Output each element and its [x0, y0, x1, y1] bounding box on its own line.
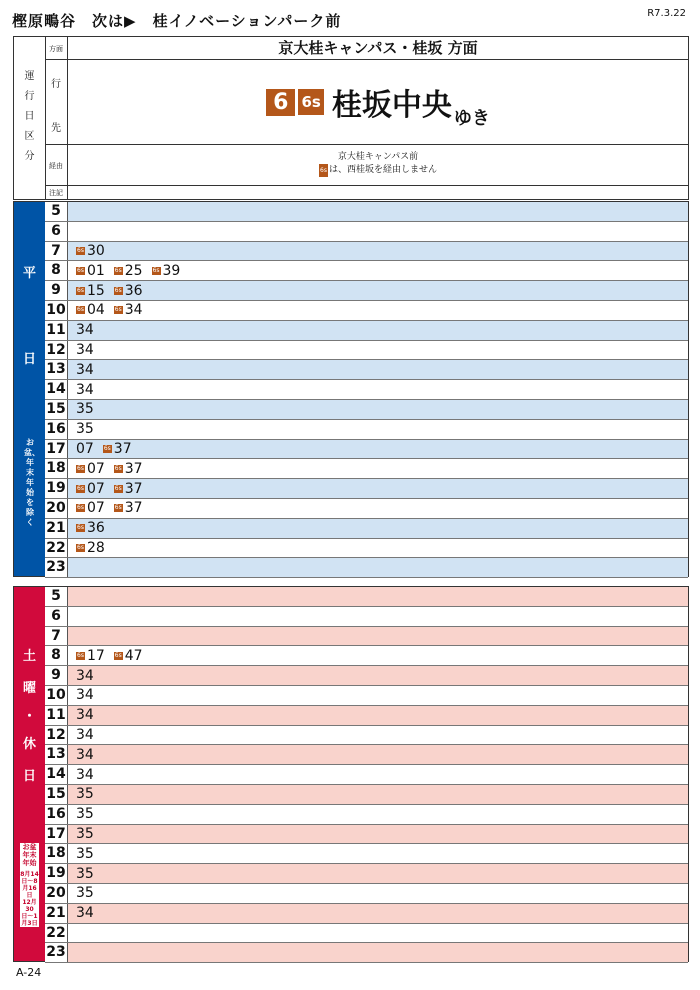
hour-cell: 6: [45, 222, 68, 241]
hour-cell: 10: [45, 686, 68, 705]
destination-name: 桂坂中央: [331, 88, 452, 123]
minutes-cell: [68, 360, 688, 379]
minutes-cell: [68, 825, 688, 844]
side-label-char: 運: [24, 71, 35, 82]
holiday-label-char: 休: [22, 737, 36, 752]
side-label-char: 日: [24, 111, 35, 122]
departure-minute: [76, 806, 94, 822]
minutes-cell: [68, 519, 688, 538]
table-row: [45, 607, 688, 627]
holiday-note-line: 8月14日〜8月16日: [20, 871, 39, 899]
departure-minute: [76, 342, 94, 358]
departure-minute: [76, 441, 94, 457]
holiday-rows: [45, 587, 688, 963]
via-text: は、西桂坂を経由しません: [328, 165, 437, 175]
minute-value: 34: [76, 766, 94, 783]
minute-value: 25: [124, 262, 143, 279]
minute-value: 17: [86, 647, 105, 664]
departure-minute: [76, 707, 94, 723]
route-6s-tag: 6s: [319, 164, 328, 177]
direction-text: 京大桂キャンパス・桂坂 方面: [278, 39, 478, 57]
minute-value: 34: [76, 361, 94, 378]
departure-minute: [76, 786, 94, 802]
table-row: [45, 924, 688, 944]
holiday-timetable: [13, 586, 689, 962]
route-6s-tag: 6s: [152, 266, 160, 274]
table-row: [45, 884, 688, 904]
route-6s-tag: 6s: [77, 246, 84, 254]
route-6s-tag: 6s: [77, 286, 84, 294]
table-row: [45, 400, 688, 420]
table-row: [45, 943, 688, 963]
departure-minute: [114, 648, 143, 664]
table-row: [45, 646, 688, 666]
table-row: [45, 864, 688, 884]
departure-minute: [76, 866, 94, 882]
table-row: [45, 726, 688, 746]
departure-minute: [76, 362, 94, 378]
hour-cell: 23: [45, 943, 68, 962]
departure-minute: [76, 885, 94, 901]
route-6s-tag: 6s: [114, 484, 122, 492]
hour-cell: 17: [45, 440, 68, 459]
departure-minute: [76, 520, 105, 536]
route-6s-tag: 6s: [103, 444, 111, 452]
hour-cell: 12: [45, 341, 68, 360]
table-row: [45, 242, 688, 262]
holiday-label: [14, 587, 45, 961]
minute-value: 35: [76, 401, 94, 418]
table-row: [45, 420, 688, 440]
minutes-cell: [68, 202, 688, 221]
minute-value: 34: [76, 726, 94, 743]
holiday-label-char: 土: [22, 649, 36, 664]
departure-minute: [114, 500, 143, 516]
route-6s-tag: 6s: [77, 651, 84, 659]
service-category-label: [14, 37, 46, 199]
minute-value: 34: [76, 667, 94, 684]
minute-value: 07: [86, 500, 105, 517]
minutes-cell: [68, 321, 688, 340]
minutes-cell: [68, 943, 688, 962]
minutes-cell: [68, 864, 688, 883]
table-row: [45, 459, 688, 479]
minutes-cell: [68, 745, 688, 764]
page-number: A-24: [16, 966, 42, 979]
minutes-cell: [68, 706, 688, 725]
table-row: [45, 844, 688, 864]
table-row: [45, 440, 688, 460]
minute-value: 36: [124, 282, 143, 299]
table-row: [45, 587, 688, 607]
minute-value: 37: [124, 500, 143, 517]
hour-cell: 21: [45, 519, 68, 538]
minute-value: 04: [86, 302, 105, 319]
hour-cell: 18: [45, 459, 68, 478]
hour-cell: 22: [45, 539, 68, 558]
table-row: [45, 765, 688, 785]
minutes-cell: [68, 242, 688, 261]
departure-minute: [76, 283, 105, 299]
table-row: [45, 745, 688, 765]
minute-value: 34: [124, 302, 143, 319]
table-row: [45, 341, 688, 361]
minute-value: 35: [76, 845, 94, 862]
minute-value: 34: [76, 687, 94, 704]
departure-minute: [114, 263, 143, 279]
departure-minute: [76, 826, 94, 842]
table-row: [45, 360, 688, 380]
minute-value: 36: [86, 520, 105, 537]
hour-cell: 14: [45, 765, 68, 784]
minute-value: 35: [76, 865, 94, 882]
departure-minute: [76, 401, 94, 417]
hour-cell: 13: [45, 745, 68, 764]
table-row: [45, 321, 688, 341]
via-field-label: 経由: [49, 162, 63, 170]
minutes-cell: [68, 539, 688, 558]
table-row: [45, 706, 688, 726]
hour-cell: 6: [45, 607, 68, 626]
minutes-cell: [68, 499, 688, 518]
table-row: [45, 202, 688, 222]
route-6s-tag: 6s: [114, 286, 122, 294]
minutes-cell: [68, 607, 688, 626]
hour-cell: 12: [45, 726, 68, 745]
minutes-cell: [68, 765, 688, 784]
minutes-cell: [68, 884, 688, 903]
table-row: [45, 627, 688, 647]
hour-cell: 15: [45, 785, 68, 804]
minutes-cell: [68, 924, 688, 943]
minutes-cell: [68, 785, 688, 804]
direction-field-label: 方面: [49, 45, 63, 53]
hour-cell: 8: [45, 646, 68, 665]
minute-value: 15: [86, 282, 105, 299]
minutes-cell: [68, 646, 688, 665]
destination-field-label: 行: [51, 79, 61, 90]
hour-cell: 7: [45, 627, 68, 646]
weekday-timetable: [13, 201, 689, 577]
holiday-label-char: ・: [22, 709, 36, 724]
hour-cell: 16: [45, 805, 68, 824]
minute-value: 34: [76, 381, 94, 398]
weekday-rows: [45, 202, 688, 578]
minute-value: 37: [124, 480, 143, 497]
hour-cell: 10: [45, 301, 68, 320]
departure-minute: [76, 727, 94, 743]
minute-value: 35: [76, 786, 94, 803]
table-row: [45, 301, 688, 321]
divider: [45, 185, 688, 186]
departure-minute: [76, 322, 94, 338]
hour-cell: 15: [45, 400, 68, 419]
table-row: [45, 666, 688, 686]
side-label-char: 行: [24, 91, 35, 102]
via-line: [68, 164, 688, 177]
destination-field-label: 先: [51, 123, 61, 134]
current-stop: 樫原鴫谷: [12, 12, 77, 30]
field-labels: [45, 37, 68, 199]
table-row: [45, 222, 688, 242]
minute-value: 07: [86, 480, 105, 497]
minute-value: 37: [113, 440, 132, 457]
table-row: [45, 479, 688, 499]
holiday-note-line: 12月30日〜1月3日: [21, 899, 38, 927]
table-row: [45, 499, 688, 519]
minute-value: 39: [162, 262, 181, 279]
minute-value: 34: [76, 322, 94, 339]
hour-cell: 9: [45, 281, 68, 300]
minutes-cell: [68, 301, 688, 320]
minutes-cell: [68, 380, 688, 399]
departure-minute: [114, 302, 143, 318]
departure-minute: [76, 648, 105, 664]
table-row: [45, 785, 688, 805]
route-6s-tag: 6s: [114, 651, 122, 659]
departure-minute: [76, 846, 94, 862]
hour-cell: 14: [45, 380, 68, 399]
departure-minute: [114, 461, 143, 477]
table-row: [45, 904, 688, 924]
departure-minute: [76, 302, 105, 318]
departure-minute: [76, 687, 94, 703]
hour-cell: 11: [45, 706, 68, 725]
minute-value: 07: [76, 440, 94, 457]
route-6s-tag: 6s: [77, 306, 84, 314]
route-badge: 6: [266, 89, 295, 116]
minute-value: 30: [86, 242, 105, 259]
hour-cell: 11: [45, 321, 68, 340]
minutes-cell: [68, 805, 688, 824]
route-6s-tag: 6s: [77, 504, 84, 512]
minute-value: 35: [76, 885, 94, 902]
minute-value: 35: [76, 806, 94, 823]
holiday-label-char: 日: [22, 769, 36, 784]
destination-suffix: ゆき: [453, 108, 490, 129]
table-row: [45, 539, 688, 559]
route-badge-6s: 6s: [298, 89, 323, 115]
minute-value: 28: [86, 539, 105, 556]
hour-cell: 23: [45, 558, 68, 577]
departure-minute: [152, 263, 181, 279]
departure-minute: [76, 481, 105, 497]
via-note: [68, 145, 688, 185]
next-stop-label: 次は▶: [92, 12, 137, 30]
weekday-label-char: 平: [22, 266, 36, 281]
minutes-cell: [68, 341, 688, 360]
minutes-cell: [68, 479, 688, 498]
route-6s-tag: 6s: [77, 524, 84, 532]
route-6s-tag: 6s: [114, 504, 122, 512]
minutes-cell: [68, 440, 688, 459]
departure-minute: [76, 747, 94, 763]
minute-value: 34: [76, 905, 94, 922]
minutes-cell: [68, 459, 688, 478]
table-row: [45, 825, 688, 845]
minutes-cell: [68, 726, 688, 745]
departure-minute: [76, 767, 94, 783]
revision-date: R7.3.22: [647, 8, 686, 19]
minute-value: 37: [124, 460, 143, 477]
table-row: [45, 558, 688, 578]
route-info-panel: [13, 36, 689, 200]
hour-cell: 8: [45, 261, 68, 280]
hour-cell: 18: [45, 844, 68, 863]
table-row: [45, 380, 688, 400]
weekday-label: [14, 202, 45, 576]
table-row: [45, 519, 688, 539]
hour-cell: 17: [45, 825, 68, 844]
departure-minute: [114, 283, 143, 299]
minutes-cell: [68, 666, 688, 685]
departure-minute: [76, 382, 94, 398]
departure-minute: [76, 263, 105, 279]
via-line: 京大桂キャンパス前: [337, 152, 419, 162]
hour-cell: 19: [45, 479, 68, 498]
minute-value: 01: [86, 262, 105, 279]
hour-cell: 7: [45, 242, 68, 261]
weekday-label-char: 日: [22, 352, 36, 367]
minute-value: 07: [86, 460, 105, 477]
minutes-cell: [68, 844, 688, 863]
route-6s-tag: 6s: [114, 464, 122, 472]
note-field-label: 注記: [49, 189, 63, 197]
destination: [68, 60, 688, 144]
minute-value: 34: [76, 707, 94, 724]
minutes-cell: [68, 222, 688, 241]
holiday-note-line: 年末年始: [22, 851, 37, 867]
departure-minute: [76, 668, 94, 684]
minute-value: 35: [76, 825, 94, 842]
departure-minute: [76, 243, 105, 259]
side-label-char: 分: [24, 151, 35, 162]
next-stop: 桂イノベーションパーク前: [152, 12, 342, 30]
departure-minute: [76, 540, 105, 556]
minute-value: 35: [76, 421, 94, 438]
minute-value: 34: [76, 746, 94, 763]
holiday-note: [20, 843, 39, 927]
minutes-cell: [68, 627, 688, 646]
departure-minute: [76, 500, 105, 516]
departure-minute: [76, 421, 94, 437]
route-6s-tag: 6s: [77, 484, 84, 492]
holiday-note-line: お盆: [22, 843, 37, 851]
hour-cell: 21: [45, 904, 68, 923]
route-6s-tag: 6s: [77, 266, 84, 274]
table-row: [45, 261, 688, 281]
minutes-cell: [68, 686, 688, 705]
minute-value: 47: [124, 647, 143, 664]
weekday-note: お盆、年末年始を除く: [24, 438, 40, 527]
holiday-label-char: 曜: [22, 681, 36, 696]
minutes-cell: [68, 587, 688, 606]
departure-minute: [114, 481, 143, 497]
departure-minute: [76, 905, 94, 921]
hour-cell: 16: [45, 420, 68, 439]
route-6s-tag: 6s: [114, 266, 122, 274]
route-6s-tag: 6s: [77, 464, 84, 472]
table-row: [45, 281, 688, 301]
minutes-cell: [68, 420, 688, 439]
hour-cell: 5: [45, 202, 68, 221]
table-row: [45, 686, 688, 706]
departure-minute: [76, 461, 105, 477]
hour-cell: 9: [45, 666, 68, 685]
page-header: [12, 10, 357, 31]
minutes-cell: [68, 558, 688, 577]
hour-cell: 22: [45, 924, 68, 943]
hour-cell: 5: [45, 587, 68, 606]
minutes-cell: [68, 281, 688, 300]
route-6s-tag: 6s: [77, 543, 84, 551]
minute-value: 34: [76, 341, 94, 358]
minutes-cell: [68, 904, 688, 923]
hour-cell: 20: [45, 884, 68, 903]
hour-cell: 20: [45, 499, 68, 518]
side-label-char: 区: [24, 131, 35, 142]
table-row: [45, 805, 688, 825]
route-6s-tag: 6s: [114, 306, 122, 314]
minutes-cell: [68, 261, 688, 280]
departure-minute: [103, 441, 132, 457]
minutes-cell: [68, 400, 688, 419]
hour-cell: 13: [45, 360, 68, 379]
hour-cell: 19: [45, 864, 68, 883]
